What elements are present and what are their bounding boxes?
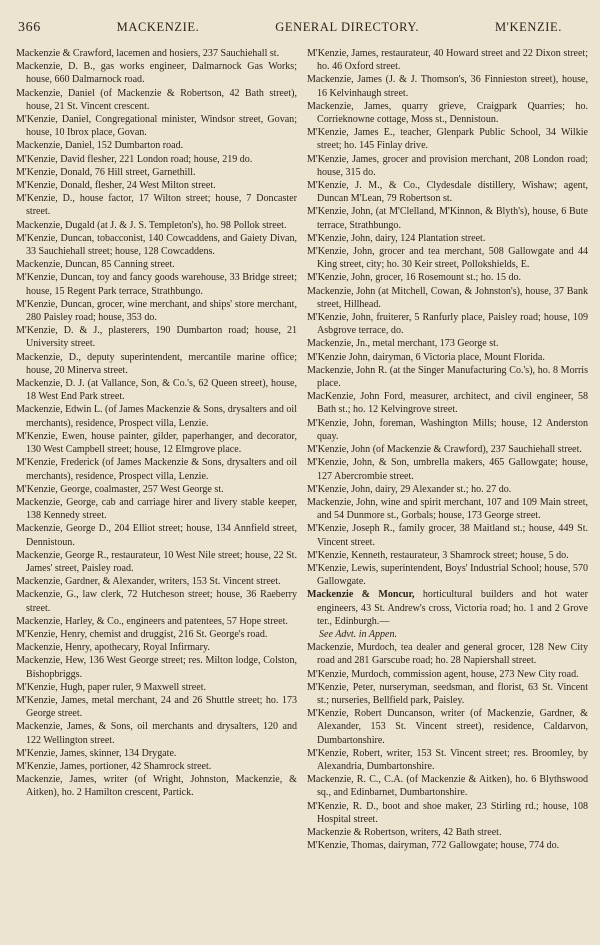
directory-entry: M'Kenzie, John, & Son, umbrella makers, 465 Gallowgate; house, 127 Abercrombie street.: [307, 457, 588, 482]
directory-entry: M'Kenzie, J. M., & Co., Clydesdale distillery, Wishaw; agent, Duncan M'Lean, 79 Robertson st.: [307, 180, 588, 205]
directory-entry: Mackenzie, John, wine and spirit merchant, 107 and 109 Main street, and 54 Dunmore st., Gorbals; house, 173 George street.: [307, 496, 588, 522]
directory-entry: Mackenzie, George, cab and carriage hirer and livery stable keeper, 138 Kennedy street.: [16, 496, 297, 522]
bold-entry-text: horticultural builders and hot water engineers, 43 St. Andrew's cross, Victoria road; ho. 1 and 2 Grove ter., Edinburgh.—: [317, 589, 588, 627]
bold-entry-name: Mackenzie & Moncur,: [307, 589, 415, 601]
directory-entry: M'Kenzie, Lewis, superintendent, Boys' Industrial School; house, 570 Gallowgate.: [307, 562, 588, 588]
directory-entry: M'Kenzie, Duncan, toy and fancy goods warehouse, 33 Bridge street; house, 15 Regent Park terrace, Strathbungo.: [16, 272, 297, 297]
directory-entry: Mackenzie, Henry, apothecary, Royal Infirmary.: [16, 642, 210, 654]
directory-entry: M'Kenzie, D. & J., plasterers, 190 Dumbarton road; house, 21 University street.: [16, 325, 297, 350]
directory-entry: M'Kenzie, Kenneth, restaurateur, 3 Shamrock street; house, 5 do.: [307, 549, 569, 561]
bold-entry: [307, 588, 588, 628]
directory-entry: Mackenzie, Murdoch, tea dealer and general grocer, 128 New City road and 281 Garscube road; ho. 28 Napiershall street.: [307, 642, 588, 667]
directory-entry: Mackenzie, G., law clerk, 72 Hutcheson street; house, 36 Raeberry street.: [16, 589, 297, 614]
directory-entry: M'Kenzie, James, grocer and provision merchant, 208 London road; house, 315 do.: [307, 153, 588, 178]
directory-entry: Mackenzie, Jn., metal merchant, 173 George st.: [307, 338, 499, 350]
directory-entry: M'Kenzie, Donald, flesher, 24 West Milton street.: [16, 180, 216, 192]
directory-entry: M'Kenzie, Robert, writer, 153 St. Vincent street; res. Broomley, by Alexandria, Dumbartonshire.: [307, 747, 588, 772]
directory-entry: Mackenzie, Hew, 136 West George street; res. Milton lodge, Colston, Bishopbriggs.: [16, 655, 297, 680]
directory-entry: M'Kenzie, John (of Mackenzie & Crawford), 237 Sauchiehall street.: [307, 444, 582, 456]
directory-entry: Mackenzie, Duncan, 85 Canning street.: [16, 259, 175, 271]
page-header: [16, 20, 588, 36]
directory-entry: M'Kenzie, John, grocer, 16 Rosemount st.; ho. 15 do.: [307, 272, 522, 284]
directory-entry: M'Kenzie, George, coalmaster, 257 West George st.: [16, 483, 224, 495]
directory-entry: Mackenzie, D., deputy superintendent, mercantile marine office; house, 20 Minerva street.: [16, 351, 297, 376]
directory-entry: M'Kenzie, James, metal merchant, 24 and 26 Shuttle street; ho. 173 George street.: [16, 694, 297, 720]
directory-entry: MacKenzie, John Ford, measurer, architect, and civil engineer, 58 Bath st.; ho. 12 Kelvingrove street.: [307, 391, 588, 416]
directory-entry: Mackenzie & Robertson, writers, 42 Bath street.: [307, 826, 502, 838]
left-column: [16, 47, 297, 852]
directory-entry: M'Kenzie, John, (at M'Clelland, M'Kinnon, & Blyth's), house, 6 Bute terrace, Strathbungo.: [307, 206, 588, 231]
directory-entry: M'Kenzie, Thomas, dairyman, 772 Gallowgate; house, 774 do.: [307, 840, 560, 852]
directory-entry: M'Kenzie, Donald, 76 Hill street, Garnethill.: [16, 166, 196, 178]
directory-entry: Mackenzie, R. C., C.A. (of Mackenzie & Aitken), ho. 6 Blythswood sq., and Edinbarnet, Dumbartonshire.: [307, 774, 588, 799]
header-right: M'KENZIE.: [494, 20, 562, 34]
directory-entry: M'Kenzie, Murdoch, commission agent, house, 273 New City road.: [307, 668, 579, 680]
directory-entry: M'Kenzie, James E., teacher, Glenpark Public School, 34 Wilkie street; ho. 145 Finlay drive.: [307, 127, 588, 152]
directory-entry: M'Kenzie, James, portioner, 42 Shamrock street.: [16, 760, 212, 772]
columns: [16, 47, 588, 852]
header-center: GENERAL DIRECTORY.: [275, 20, 420, 34]
directory-entry: Mackenzie & Crawford, lacemen and hosiers, 237 Sauchiehall st.: [16, 48, 280, 59]
right-column-part-2: [307, 641, 588, 852]
directory-entry: Mackenzie, Daniel, 152 Dumbarton road.: [16, 140, 184, 152]
directory-entry: M'Kenzie, James, skinner, 134 Drygate.: [16, 747, 177, 759]
directory-entry: M'Kenzie, Duncan, tobacconist, 140 Cowcaddens, and Gaiety Divan, 33 Sauchiehall street; house, 128 Cowcaddens.: [16, 232, 297, 258]
directory-entry: Mackenzie, James, quarry grieve, Craigpark Quarries; ho. Corrieknowne cottage, Moss st., Dennistoun.: [307, 100, 588, 126]
directory-entry: Mackenzie, Gardner, & Alexander, writers, 153 St. Vincent street.: [16, 576, 281, 588]
directory-entry: M'Kenzie, John, dairy, 124 Plantation street.: [307, 232, 486, 244]
directory-entry: Mackenzie, James, writer (of Wright, Johnston, Mackenzie, & Aitken), ho. 2 Hamilton crescent, Partick.: [16, 774, 297, 799]
directory-entry: Mackenzie, John R. (at the Singer Manufacturing Co.'s), ho. 8 Morris place.: [307, 364, 588, 390]
directory-entry: Mackenzie, Daniel (of Mackenzie & Robertson, 42 Bath street), house, 21 St. Vincent crescent.: [16, 87, 297, 112]
directory-entry: M'Kenzie, Joseph R., family grocer, 38 Maitland st.; house, 449 St. Vincent street.: [307, 523, 588, 548]
directory-entry: M'Kenzie, Frederick (of James Mackenzie & Sons, drysalters and oil merchants), residence, Prospect villa, Lenzie.: [16, 457, 297, 482]
directory-entry: Mackenzie, D. B., gas works engineer, Dalmarnock Gas Works; house, 660 Dalmarnock road.: [16, 61, 297, 86]
directory-entry: M'Kenzie, D., house factor, 17 Wilton street; house, 7 Doncaster street.: [16, 193, 297, 218]
directory-entry: M'Kenzie John, dairyman, 6 Victoria place, Mount Florida.: [307, 351, 545, 363]
directory-entry: Mackenzie, D. J. (at Vallance, Son, & Co.'s, 62 Queen street), house, 18 West End Park street.: [16, 378, 297, 403]
directory-entry: Mackenzie, John (at Mitchell, Cowan, & Johnston's), house, 37 Bank street, Hillhead.: [307, 285, 588, 310]
directory-entry: M'Kenzie, James, restaurateur, 40 Howard street and 22 Dixon street; ho. 46 Oxford street.: [307, 48, 588, 73]
right-column: [307, 47, 588, 852]
directory-entry: M'Kenzie, John, fruiterer, 5 Ranfurly place, Paisley road; house, 109 Asbgrove terrace, do.: [307, 312, 588, 337]
directory-entry: M'Kenzie, John, foreman, Washington Mills; house, 12 Anderston quay.: [307, 417, 588, 442]
directory-entry: M'Kenzie, John, dairy, 29 Alexander st.; ho. 27 do.: [307, 483, 512, 495]
directory-entry: Mackenzie, Edwin L. (of James Mackenzie & Sons, drysalters and oil merchants), residence, Prospect villa, Lenzie.: [16, 404, 297, 429]
directory-entry: Mackenzie, James, & Sons, oil merchants and drysalters, 120 and 122 Wellington street.: [16, 721, 297, 746]
directory-entry: M'Kenzie, Daniel, Congregational minister, Windsor street, Govan; house, 10 Ibrox place, Govan.: [16, 114, 297, 139]
directory-entry: Mackenzie, Harley, & Co., engineers and patentees, 57 Hope street.: [16, 615, 288, 627]
directory-entry: Mackenzie, Dugald (at J. & J. S. Templeton's), ho. 98 Pollok street.: [16, 219, 287, 231]
directory-entry: M'Kenzie, Henry, chemist and druggist, 216 St. George's road.: [16, 628, 268, 640]
directory-entry: M'Kenzie, David flesher, 221 London road; house, 219 do.: [16, 153, 253, 165]
directory-entry: M'Kenzie, Duncan, grocer, wine merchant, and ships' store merchant, 280 Paisley road; house, 353 do.: [16, 298, 297, 324]
directory-entry: M'Kenzie, Hugh, paper ruler, 9 Maxwell street.: [16, 681, 207, 693]
right-column-part-1: [307, 47, 588, 588]
page-number: 366: [18, 20, 41, 35]
directory-entry: M'Kenzie, Robert Duncanson, writer (of Mackenzie, Gardner, & Alexander, 153 St. Vincent street), residence, Caldarvon, Dumbartonshire.: [307, 708, 588, 746]
advert-note: See Advt. in Appen.: [319, 628, 398, 640]
directory-entry: Mackenzie, James (J. & J. Thomson's, 36 Finnieston street), house, 16 Kelvinhaugh street.: [307, 74, 588, 99]
directory-entry: M'Kenzie, John, grocer and tea merchant, 508 Gallowgate and 44 King street, city; ho. 30 Keir street, Pollokshields, E.: [307, 246, 588, 271]
directory-entry: M'Kenzie, R. D., boot and shoe maker, 23 Stirling rd.; house, 108 Hospital street.: [307, 800, 588, 825]
directory-entry: Mackenzie, George R., restaurateur, 10 West Nile street; house, 22 St. James' street, Paisley road.: [16, 549, 297, 574]
directory-entry: M'Kenzie, Ewen, house painter, gilder, paperhanger, and decorator, 130 West Campbell street; house, 12 Elmgrove place.: [16, 430, 297, 456]
directory-entry: Mackenzie, George D., 204 Elliot street; house, 134 Annfield street, Dennistoun.: [16, 523, 297, 548]
directory-entry: M'Kenzie, Peter, nurseryman, seedsman, and florist, 63 St. Vincent st.; nurseries, Bellfield park, Paisley.: [307, 681, 588, 706]
header-left: MACKENZIE.: [116, 20, 200, 34]
